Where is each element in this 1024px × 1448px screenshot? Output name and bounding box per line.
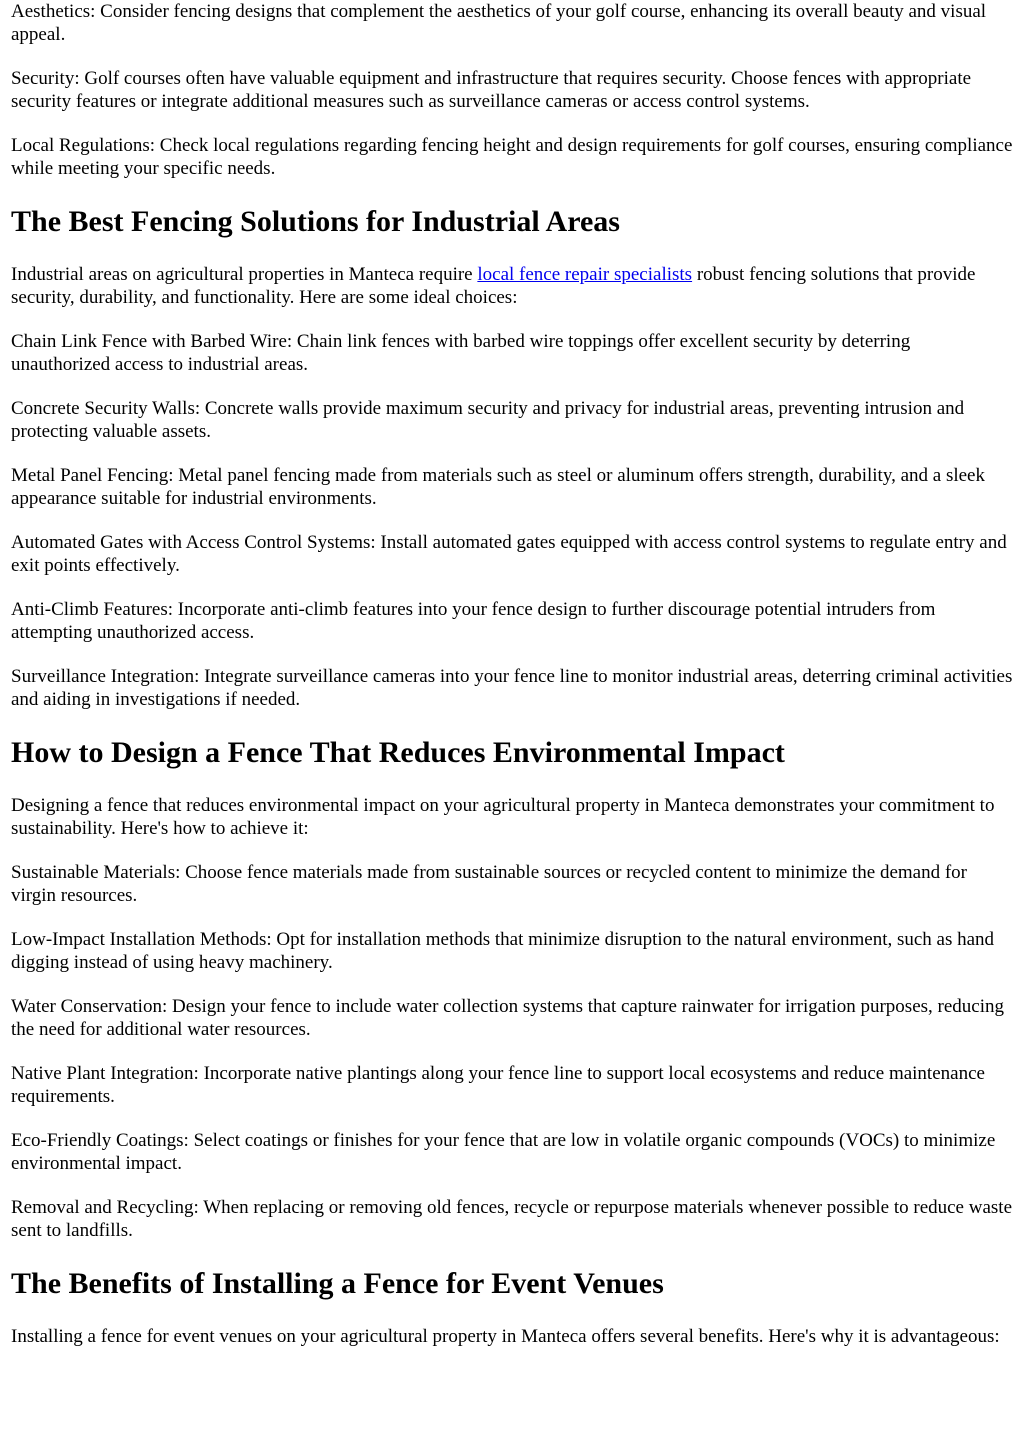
- paragraph-security: Security: Golf courses often have valuable equipment and infrastructure that requires security. Choose fences with appropriate security features or integrate additional measures such as surveillance cameras or access control systems.: [11, 68, 972, 112]
- paragraph-water-conservation: Water Conservation: Design your fence to include water collection systems that capture rainwater for irrigation purposes, reducing the need for additional water resources.: [11, 996, 1005, 1040]
- paragraph-automated-gates: Automated Gates with Access Control Systems: Install automated gates equipped with access control systems to regulate entry and exit points effectively.: [11, 532, 1007, 576]
- paragraph-native-plant: Native Plant Integration: Incorporate native plantings along your fence line to support local ecosystems and reduce maintenance requirements.: [11, 1063, 985, 1107]
- paragraph-events-intro: Installing a fence for event venues on your agricultural property in Manteca offers several benefits. Here's why it is advantageous:: [11, 1326, 1000, 1347]
- paragraph-removal-recycling: Removal and Recycling: When replacing or removing old fences, recycle or repurpose materials whenever possible to reduce waste sent to landfills.: [11, 1197, 1012, 1241]
- local-fence-repair-specialists-link[interactable]: local fence repair specialists: [477, 264, 693, 285]
- paragraph-aesthetics: Aesthetics: Consider fencing designs that complement the aesthetics of your golf course, enhancing its overall beauty and visual appeal.: [11, 1, 987, 45]
- paragraph-industrial-intro: [11, 263, 1013, 309]
- industrial-intro-text-after: robust fencing solutions that provide security, durability, and functionality. Here are some ideal choices:: [11, 264, 976, 308]
- paragraph-chain-link: Chain Link Fence with Barbed Wire: Chain link fences with barbed wire toppings offer excellent security by deterring unauthorized access to industrial areas.: [11, 331, 911, 375]
- paragraph-low-impact-installation: Low-Impact Installation Methods: Opt for installation methods that minimize disruption to the natural environment, such as hand digging instead of using heavy machinery.: [11, 929, 995, 973]
- heading-event-venues: The Benefits of Installing a Fence for Event Venues: [11, 1267, 664, 1300]
- heading-industrial-areas: The Best Fencing Solutions for Industrial Areas: [11, 205, 620, 238]
- paragraph-eco-coatings: Eco-Friendly Coatings: Select coatings or finishes for your fence that are low in volatile organic compounds (VOCs) to minimize environmental impact.: [11, 1130, 996, 1174]
- paragraph-concrete-walls: Concrete Security Walls: Concrete walls provide maximum security and privacy for industrial areas, preventing intrusion and protecting valuable assets.: [11, 398, 965, 442]
- industrial-intro-text-before: Industrial areas on agricultural properties in Manteca require: [11, 264, 478, 285]
- paragraph-local-regulations: Local Regulations: Check local regulations regarding fencing height and design requirements for golf courses, ensuring compliance while meeting your specific needs.: [11, 135, 1013, 179]
- paragraph-anti-climb: Anti-Climb Features: Incorporate anti-climb features into your fence design to further discourage potential intruders from attempting unauthorized access.: [11, 599, 936, 643]
- paragraph-surveillance: Surveillance Integration: Integrate surveillance cameras into your fence line to monitor industrial areas, deterring criminal activities and aiding in investigations if needed.: [11, 666, 1013, 710]
- paragraph-metal-panel: Metal Panel Fencing: Metal panel fencing made from materials such as steel or aluminum offers strength, durability, and a sleek appearance suitable for industrial environments.: [11, 465, 985, 509]
- paragraph-sustainable-materials: Sustainable Materials: Choose fence materials made from sustainable sources or recycled content to minimize the demand for virgin resources.: [11, 862, 968, 906]
- paragraph-environmental-intro: Designing a fence that reduces environmental impact on your agricultural property in Manteca demonstrates your commitment to sustainability. Here's how to achieve it:: [11, 795, 995, 839]
- heading-environmental-impact: How to Design a Fence That Reduces Environmental Impact: [11, 736, 785, 769]
